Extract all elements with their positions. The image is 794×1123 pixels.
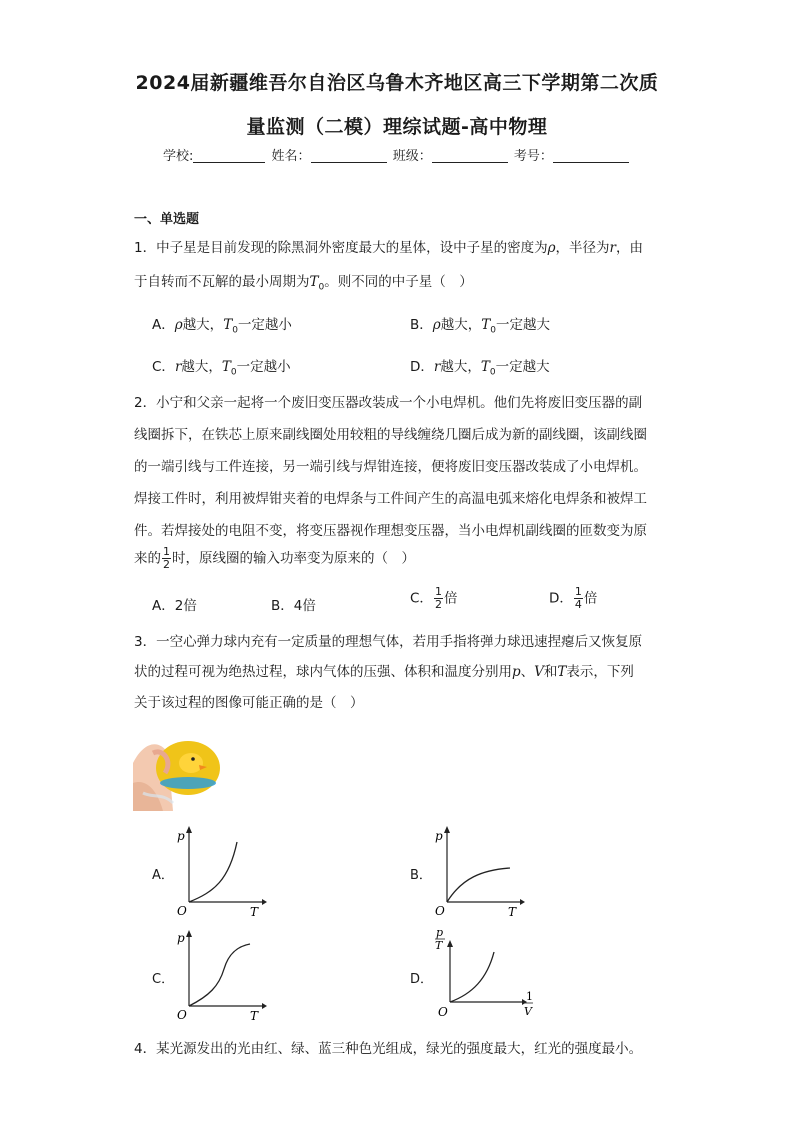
q2-line-4: 焊接工件时，利用被焊钳夹着的电焊条与工件间产生的高温电弧来熔化电焊条和被焊工 [134, 491, 647, 507]
q3-line-3: 关于该过程的图像可能正确的是（ ） [134, 695, 364, 711]
graph-d-xlabel-num: 1 [526, 990, 533, 1003]
graph-d[interactable] [432, 924, 542, 1024]
graph-d-origin: O [438, 1005, 448, 1019]
graph-d-option[interactable]: D． [410, 972, 434, 987]
q2-line-5: 件。若焊接处的电阻不变，将变压器视作理想变压器，当小电焊机副线圈的匝数变为原 [134, 523, 647, 539]
q3-line-1: 3．一空心弹力球内充有一定质量的理想气体，若用手指将弹力球迅速捏瘪后又恢复原 [134, 634, 643, 650]
q3-line-2: 状的过程可视为绝热过程，球内气体的压强、体积和温度分别用p、V和T表示，下列 [134, 664, 634, 680]
hand-squeezing-ball-photo [133, 723, 225, 811]
curve-b [447, 868, 510, 902]
curve-c [189, 944, 250, 1006]
graph-b-ylabel: p [435, 829, 443, 843]
graph-a-xlabel: T [250, 905, 259, 919]
name-label: 姓名： [271, 149, 311, 164]
q2-option-c[interactable]: C． $\frac{1}{2}$ 倍 [410, 585, 458, 611]
graph-b[interactable] [432, 820, 532, 920]
q1-option-c[interactable]: C．r越大，$T_0$一定越小 [152, 359, 291, 378]
graph-b-origin: O [435, 904, 445, 918]
fraction-one-half: $\frac{1}{2}$ [163, 545, 170, 571]
class-label: 班级： [392, 149, 432, 164]
q1-option-d[interactable]: D．r越大，$T_0$一定越大 [410, 359, 550, 378]
school-field[interactable] [193, 148, 265, 163]
q2-option-a[interactable]: A．2倍 [152, 598, 197, 614]
curve-a [189, 842, 237, 902]
q2-option-b[interactable]: B．4倍 [271, 598, 316, 614]
graph-a-option[interactable]: A． [152, 868, 174, 883]
graph-c-ylabel: p [177, 931, 185, 945]
q2-option-d[interactable]: D． $\frac{1}{4}$ 倍 [549, 585, 598, 611]
graph-c-option[interactable]: C． [152, 972, 175, 987]
q2-line-1: 2．小宁和父亲一起将一个废旧变压器改装成一个小电焊机。他们先将废旧变压器的副 [134, 395, 643, 411]
q2-line-2: 线圈拆下，在铁芯上原来副线圈处用较粗的导线缠绕几圈后成为新的副线圈，该副线圈 [134, 427, 647, 443]
graph-b-xlabel: T [508, 905, 517, 919]
graph-d-xlabel-den: V [524, 1005, 532, 1018]
q2-line-3: 的一端引线与工件连接，另一端引线与焊钳连接，便将废旧变压器改装成了小电焊机。 [134, 459, 647, 475]
graph-d-ylabel-num: p [436, 926, 444, 939]
title-line-2: 量监测（二模）理综试题-高中物理 [246, 116, 548, 138]
graph-a[interactable] [174, 820, 274, 920]
graph-a-origin: O [177, 904, 187, 918]
student-info-row [163, 145, 631, 164]
graph-c-origin: O [177, 1008, 187, 1022]
exam-no-label: 考号： [513, 149, 553, 164]
q1-line-1: 1．中子星是目前发现的除黑洞外密度最大的星体，设中子星的密度为ρ，半径为r，由 [134, 240, 643, 256]
graph-a-ylabel: p [177, 829, 185, 843]
school-label: 学校: [163, 149, 194, 164]
q4-line-1: 4．某光源发出的光由红、绿、蓝三种色光组成，绿光的强度最大，红光的强度最小。 [134, 1041, 643, 1057]
q1-option-a[interactable]: A．ρ越大，$T_0$一定越小 [152, 317, 292, 336]
graph-c[interactable] [174, 924, 274, 1024]
class-field[interactable] [432, 148, 508, 163]
q1-option-b[interactable]: B．ρ越大，$T_0$一定越大 [410, 317, 550, 336]
q2-line-6: 来的 $\frac{1}{2}$ 时，原线圈的输入功率变为原来的（ ） [134, 545, 415, 571]
curve-d [450, 952, 494, 1002]
exam-no-field[interactable] [553, 148, 629, 163]
section-heading: 一、单选题 [134, 212, 200, 227]
title-line-1: 2024届新疆维吾尔自治区乌鲁木齐地区高三下学期第二次质 [135, 72, 659, 94]
q1-line-2: 于自转而不瓦解的最小周期为$T_0$。则不同的中子星（ ） [134, 274, 473, 293]
name-field[interactable] [311, 148, 387, 163]
graph-c-xlabel: T [250, 1009, 259, 1023]
graph-b-option[interactable]: B． [410, 868, 432, 883]
graph-d-ylabel-den: T [435, 939, 443, 952]
